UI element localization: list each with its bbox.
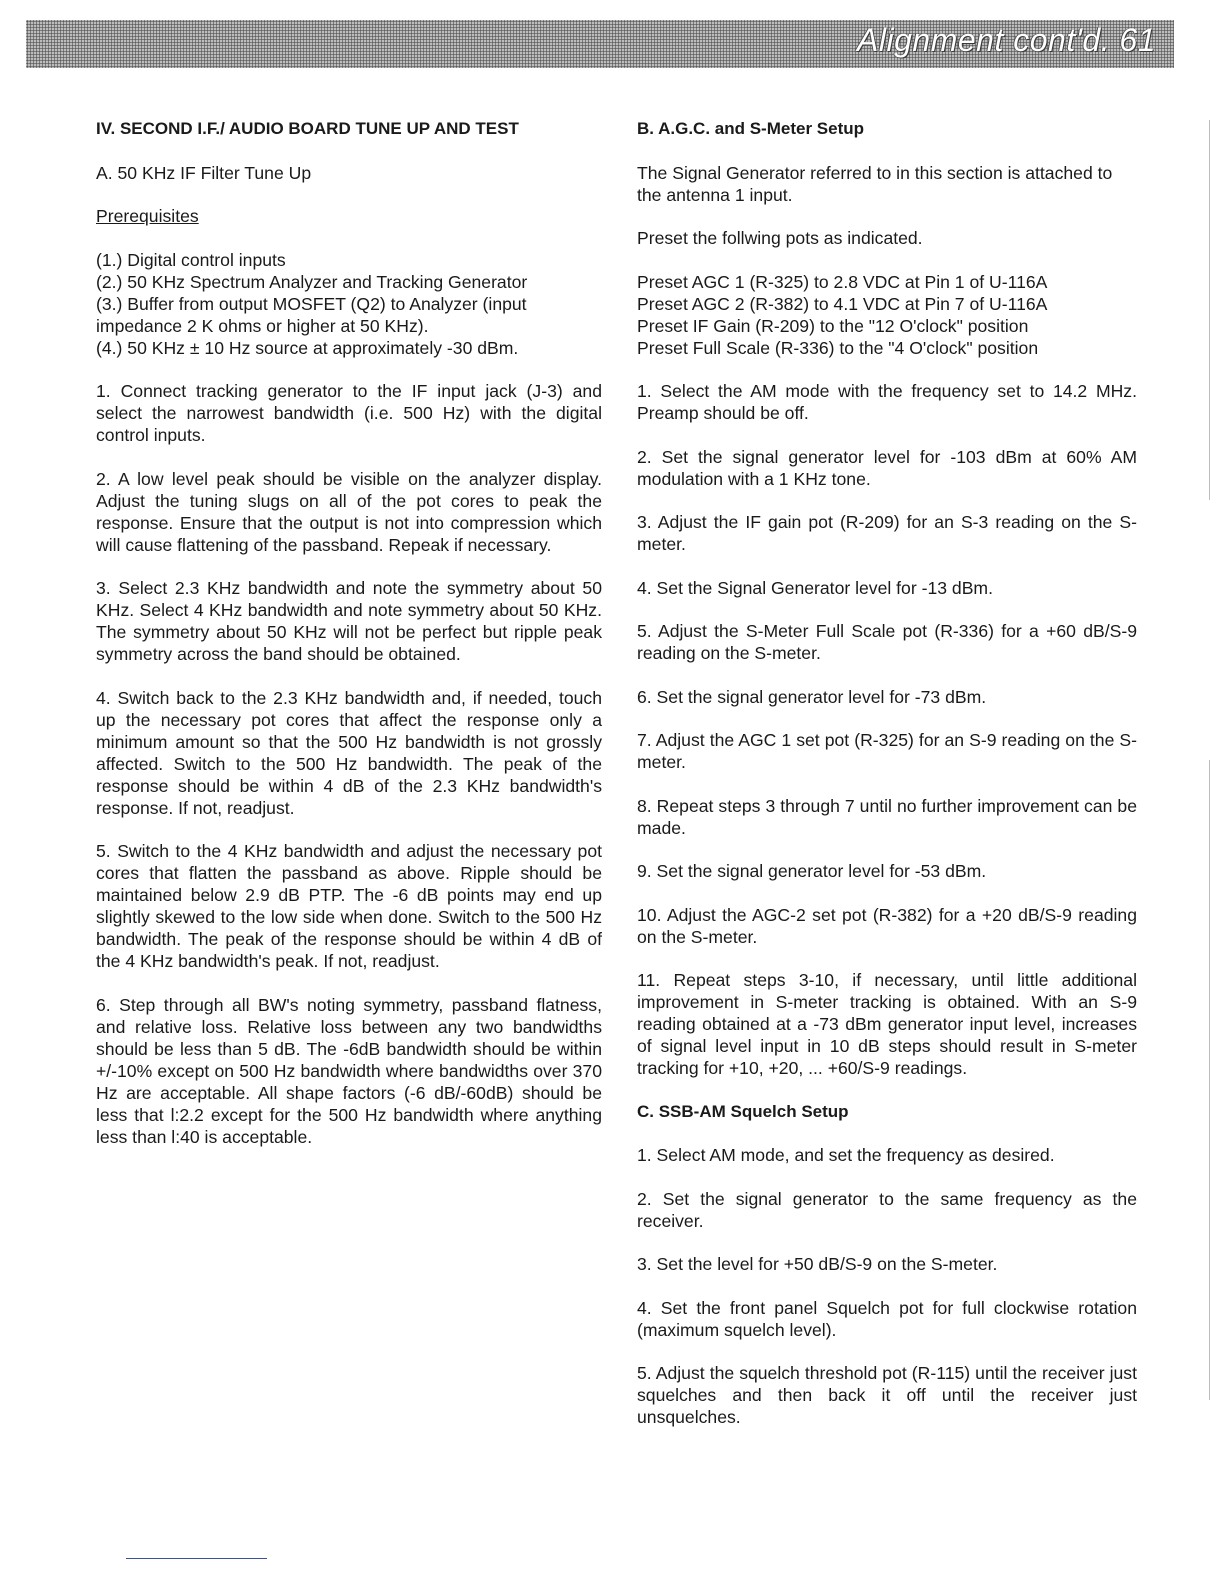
prerequisite-item: (1.) Digital control inputs bbox=[96, 249, 286, 270]
agc-step: 9. Set the signal generator level for -53 dBm. bbox=[637, 861, 987, 881]
agc-intro: The Signal Generator referred to in this section is attached to the antenna 1 input. bbox=[637, 162, 1113, 205]
footnote-rule bbox=[126, 1558, 267, 1559]
squelch-step: 5. Adjust the squelch threshold pot (R-115) until the receiver just squelches and then back it off until the receiver just unsquelches. bbox=[637, 1363, 1137, 1427]
squelch-step: 4. Set the front panel Squelch pot for full clockwise rotation (maximum squelch level). bbox=[637, 1297, 1137, 1340]
page-header-banner bbox=[26, 20, 1174, 68]
subsection-heading: A. 50 KHz IF Filter Tune Up bbox=[96, 162, 312, 183]
agc-step: 4. Set the Signal Generator level for -13 dBm. bbox=[637, 577, 993, 598]
agc-step: 7. Adjust the AGC 1 set pot (R-325) for an S-9 reading on the S-meter. bbox=[637, 730, 1137, 772]
prerequisite-item: (4.) 50 KHz ± 10 Hz source at approximately -30 dBm. bbox=[96, 337, 519, 358]
tune-step: 3. Select 2.3 KHz bandwidth and note the symmetry about 50 KHz. Select 4 KHz bandwidth and note symmetry about 50 KHz. The symmetry about 50 KHz will not be perfect but ripple peak symmetry across the band should be obtained. bbox=[96, 578, 602, 664]
squelch-step: 1. Select AM mode, and set the frequency as desired. bbox=[637, 1145, 1055, 1165]
preset-item: Preset AGC 1 (R-325) to 2.8 VDC at Pin 1 of U-116A bbox=[637, 271, 1048, 292]
preset-item: Preset AGC 2 (R-382) to 4.1 VDC at Pin 7 of U-116A bbox=[637, 293, 1048, 314]
agc-step: 6. Set the signal generator level for -73 dBm. bbox=[637, 686, 987, 707]
prerequisite-item: (2.) 50 KHz Spectrum Analyzer and Tracking Generator bbox=[96, 271, 528, 292]
right-column bbox=[637, 118, 1137, 1450]
page-title: Alignment cont'd. 61 bbox=[857, 22, 1156, 58]
prerequisites-list bbox=[96, 249, 602, 359]
agc-step: 5. Adjust the S-Meter Full Scale pot (R-336) for a +60 dB/S-9 reading on the S-meter. bbox=[637, 621, 1137, 663]
scan-edge-mark bbox=[1209, 120, 1210, 500]
preset-list bbox=[637, 271, 1137, 359]
agc-step: 11. Repeat steps 3-10, if necessary, until little additional improvement in S-meter tracking is obtained. With an S-9 reading obtained at a -73 dBm generator input level, increases of signal level input in 10 dB steps should result in S-meter tracking for +10, +20, ... +60/S-9 readings. bbox=[637, 970, 1137, 1078]
section-heading: IV. SECOND I.F./ AUDIO BOARD TUNE UP AND TEST bbox=[96, 119, 519, 138]
squelch-step: 3. Set the level for +50 dB/S-9 on the S-meter. bbox=[637, 1254, 998, 1274]
agc-step: 8. Repeat steps 3 through 7 until no further improvement can be made. bbox=[637, 795, 1137, 838]
tune-step: 4. Switch back to the 2.3 KHz bandwidth and, if needed, touch up the necessary pot cores that affect the response only a minimum amount so that the 500 Hz bandwidth is not grossly affected. Switch to the 500 Hz bandwidth. The peak of the response should be within 4 dB of the 2.3 KHz bandwidth's response. If not, readjust. bbox=[96, 687, 602, 818]
scan-edge-mark bbox=[1209, 760, 1210, 1400]
squelch-heading: C. SSB-AM Squelch Setup bbox=[637, 1101, 849, 1121]
prerequisites-label: Prerequisites bbox=[96, 206, 199, 226]
preset-item: Preset IF Gain (R-209) to the "12 O'clock" position bbox=[637, 315, 1029, 336]
preset-intro: Preset the follwing pots as indicated. bbox=[637, 228, 923, 248]
agc-step: 10. Adjust the AGC-2 set pot (R-382) for a +20 dB/S-9 reading on the S-meter. bbox=[637, 904, 1137, 947]
tune-step: 2. A low level peak should be visible on the analyzer display. Adjust the tuning slugs on all of the pot cores to peak the response. Ensure that the output is not into compression which will cause flattening of the passband. Repeak if necessary. bbox=[96, 468, 602, 555]
squelch-step: 2. Set the signal generator to the same frequency as the receiver. bbox=[637, 1188, 1137, 1231]
preset-item: Preset Full Scale (R-336) to the "4 O'clock" position bbox=[637, 337, 1039, 358]
tune-step: 6. Step through all BW's noting symmetry, passband flatness, and relative loss. Relative loss between any two bandwidths should be less than 5 dB. The -6dB bandwidth should be within +/-10% except on 500 Hz bandwidth where bandwidths over 370 Hz are acceptable. All shape factors (-6 dB/-60dB) should be less that l:2.2 except for the 500 Hz bandwidth where anything less than l:40 is acceptable. bbox=[96, 994, 602, 1147]
agc-step: 2. Set the signal generator level for -103 dBm at 60% AM modulation with a 1 KHz tone. bbox=[637, 446, 1137, 489]
tune-step: 1. Connect tracking generator to the IF input jack (J-3) and select the narrowest bandwidth (i.e. 500 Hz) with the digital control inputs. bbox=[96, 381, 602, 445]
agc-heading: B. A.G.C. and S-Meter Setup bbox=[637, 119, 865, 138]
tune-step: 5. Switch to the 4 KHz bandwidth and adjust the necessary pot cores that flatten the passband as above. Ripple should be maintained below 2.9 dB PTP. The -6 dB points may end up slightly skewed to the low side when done. Switch to the 500 Hz bandwidth. The peak of the response should be within 4 dB of the 4 KHz bandwidth's peak. If not, readjust. bbox=[96, 841, 602, 971]
prerequisite-item: (3.) Buffer from output MOSFET (Q2) to Analyzer (input impedance 2 K ohms or higher at 50 KHz). bbox=[96, 293, 527, 336]
agc-step: 3. Adjust the IF gain pot (R-209) for an S-3 reading on the S-meter. bbox=[637, 512, 1137, 554]
left-column bbox=[96, 118, 602, 1169]
agc-step: 1. Select the AM mode with the frequency set to 14.2 MHz. Preamp should be off. bbox=[637, 381, 1137, 423]
